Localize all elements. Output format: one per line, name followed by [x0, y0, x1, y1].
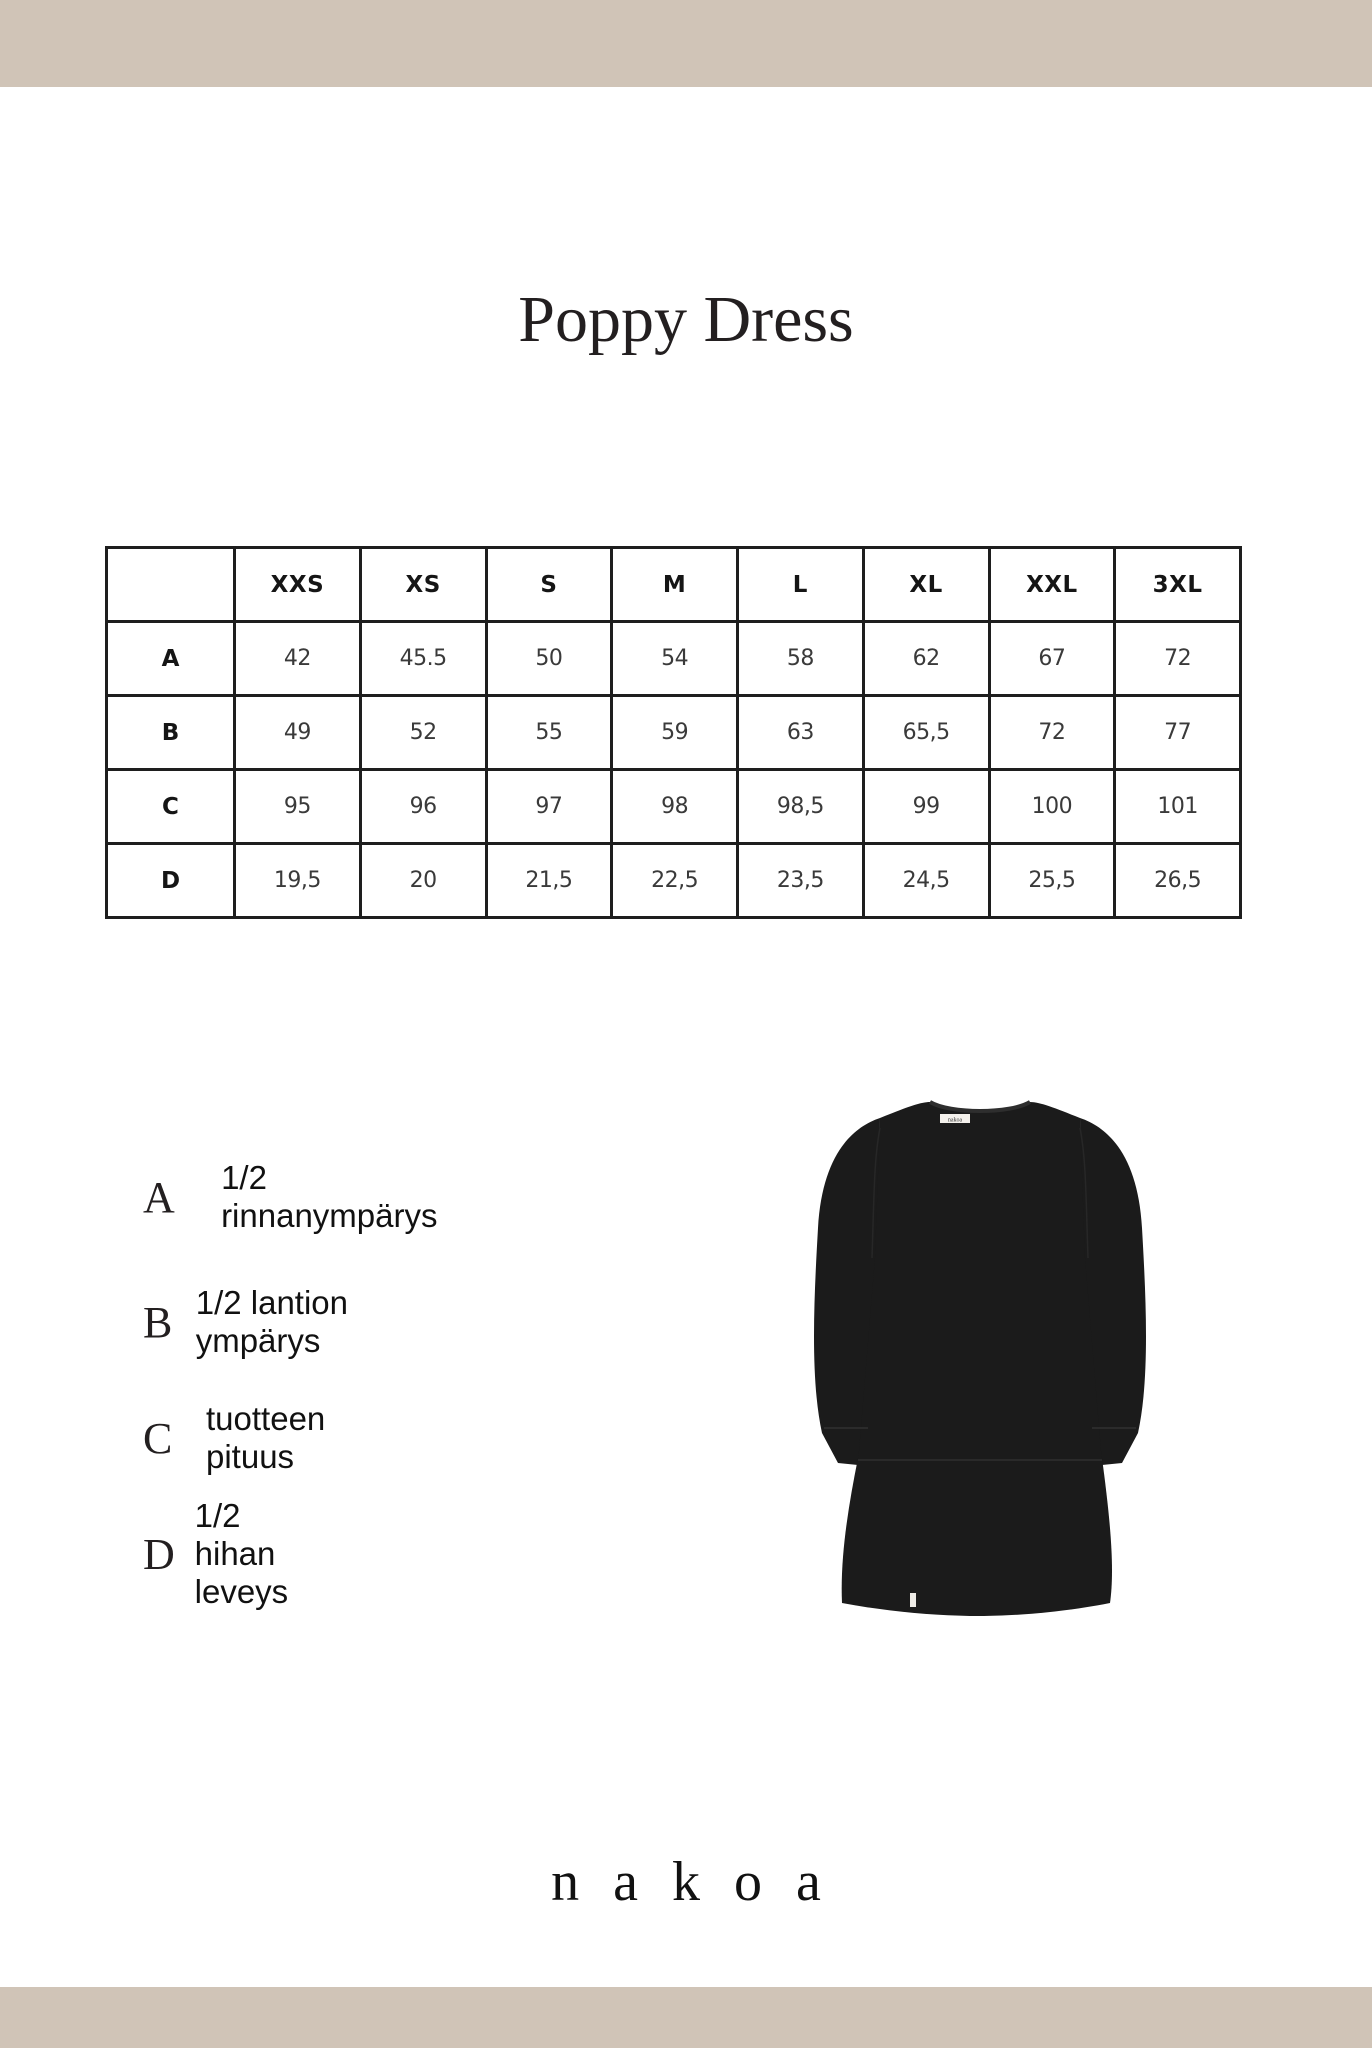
legend-item [143, 1497, 329, 1610]
row-label: A [107, 622, 235, 696]
table-cell: 97 [486, 770, 612, 844]
row-label: B [107, 696, 235, 770]
size-header: XXL [989, 548, 1115, 622]
table-cell: 96 [360, 770, 486, 844]
table-cell: 62 [863, 622, 989, 696]
size-header: 3XL [1115, 548, 1241, 622]
dress-product-image [810, 1098, 1150, 1618]
table-cell: 72 [989, 696, 1115, 770]
table-cell: 25,5 [989, 844, 1115, 918]
table-cell: 22,5 [612, 844, 738, 918]
legend-text: 1/2 rinnanympärys [221, 1159, 438, 1234]
table-cell: 98,5 [738, 770, 864, 844]
legend-item [143, 1159, 451, 1234]
legend-letter: B [143, 1297, 173, 1347]
table-cell: 55 [486, 696, 612, 770]
row-label: D [107, 844, 235, 918]
table-cell: 63 [738, 696, 864, 770]
bottom-band [0, 1987, 1372, 2048]
legend-item [143, 1284, 360, 1359]
table-cell: 26,5 [1115, 844, 1241, 918]
table-cell: 42 [235, 622, 361, 696]
table-cell: 45.5 [360, 622, 486, 696]
size-header: XS [360, 548, 486, 622]
size-header: XL [863, 548, 989, 622]
table-cell: 54 [612, 622, 738, 696]
brand-tag-text: nakoa [947, 1117, 963, 1124]
table-cell: 95 [235, 770, 361, 844]
table-cell: 19,5 [235, 844, 361, 918]
table-cell: 24,5 [863, 844, 989, 918]
table-cell: 21,5 [486, 844, 612, 918]
legend-text: 1/2 hihan leveys [194, 1497, 289, 1610]
size-table [105, 546, 1242, 919]
dress-flounce [842, 1458, 1112, 1616]
table-cell: 65,5 [863, 696, 989, 770]
size-header: S [486, 548, 612, 622]
legend-text: tuotteen pituus [206, 1400, 326, 1475]
size-header: L [738, 548, 864, 622]
top-band [0, 0, 1372, 87]
table-cell: 50 [486, 622, 612, 696]
dress-bodice [858, 1102, 1102, 1463]
legend-letter: A [143, 1172, 175, 1222]
table-cell: 23,5 [738, 844, 864, 918]
legend-text: 1/2 lantion ympärys [195, 1284, 349, 1359]
table-cell: 99 [863, 770, 989, 844]
table-cell: 20 [360, 844, 486, 918]
table-cell: 72 [1115, 622, 1241, 696]
legend-letter: C [143, 1413, 173, 1463]
size-header: M [612, 548, 738, 622]
table-row [107, 696, 1241, 770]
legend-item [143, 1400, 354, 1475]
size-header: XXS [235, 548, 361, 622]
size-table-header-row [107, 548, 1241, 622]
legend-letter: D [143, 1529, 175, 1579]
table-cell: 67 [989, 622, 1115, 696]
table-cell: 52 [360, 696, 486, 770]
hem-tag [910, 1593, 916, 1607]
table-cell: 100 [989, 770, 1115, 844]
table-cell: 77 [1115, 696, 1241, 770]
table-cell: 59 [612, 696, 738, 770]
table-cell: 49 [235, 696, 361, 770]
row-label: C [107, 770, 235, 844]
table-row [107, 622, 1241, 696]
corner-cell [107, 548, 235, 622]
table-row [107, 844, 1241, 918]
brand-logo: nakoa [551, 1851, 855, 1913]
table-cell: 98 [612, 770, 738, 844]
table-cell: 58 [738, 622, 864, 696]
page-title: Poppy Dress [518, 283, 854, 356]
table-row [107, 770, 1241, 844]
table-cell: 101 [1115, 770, 1241, 844]
